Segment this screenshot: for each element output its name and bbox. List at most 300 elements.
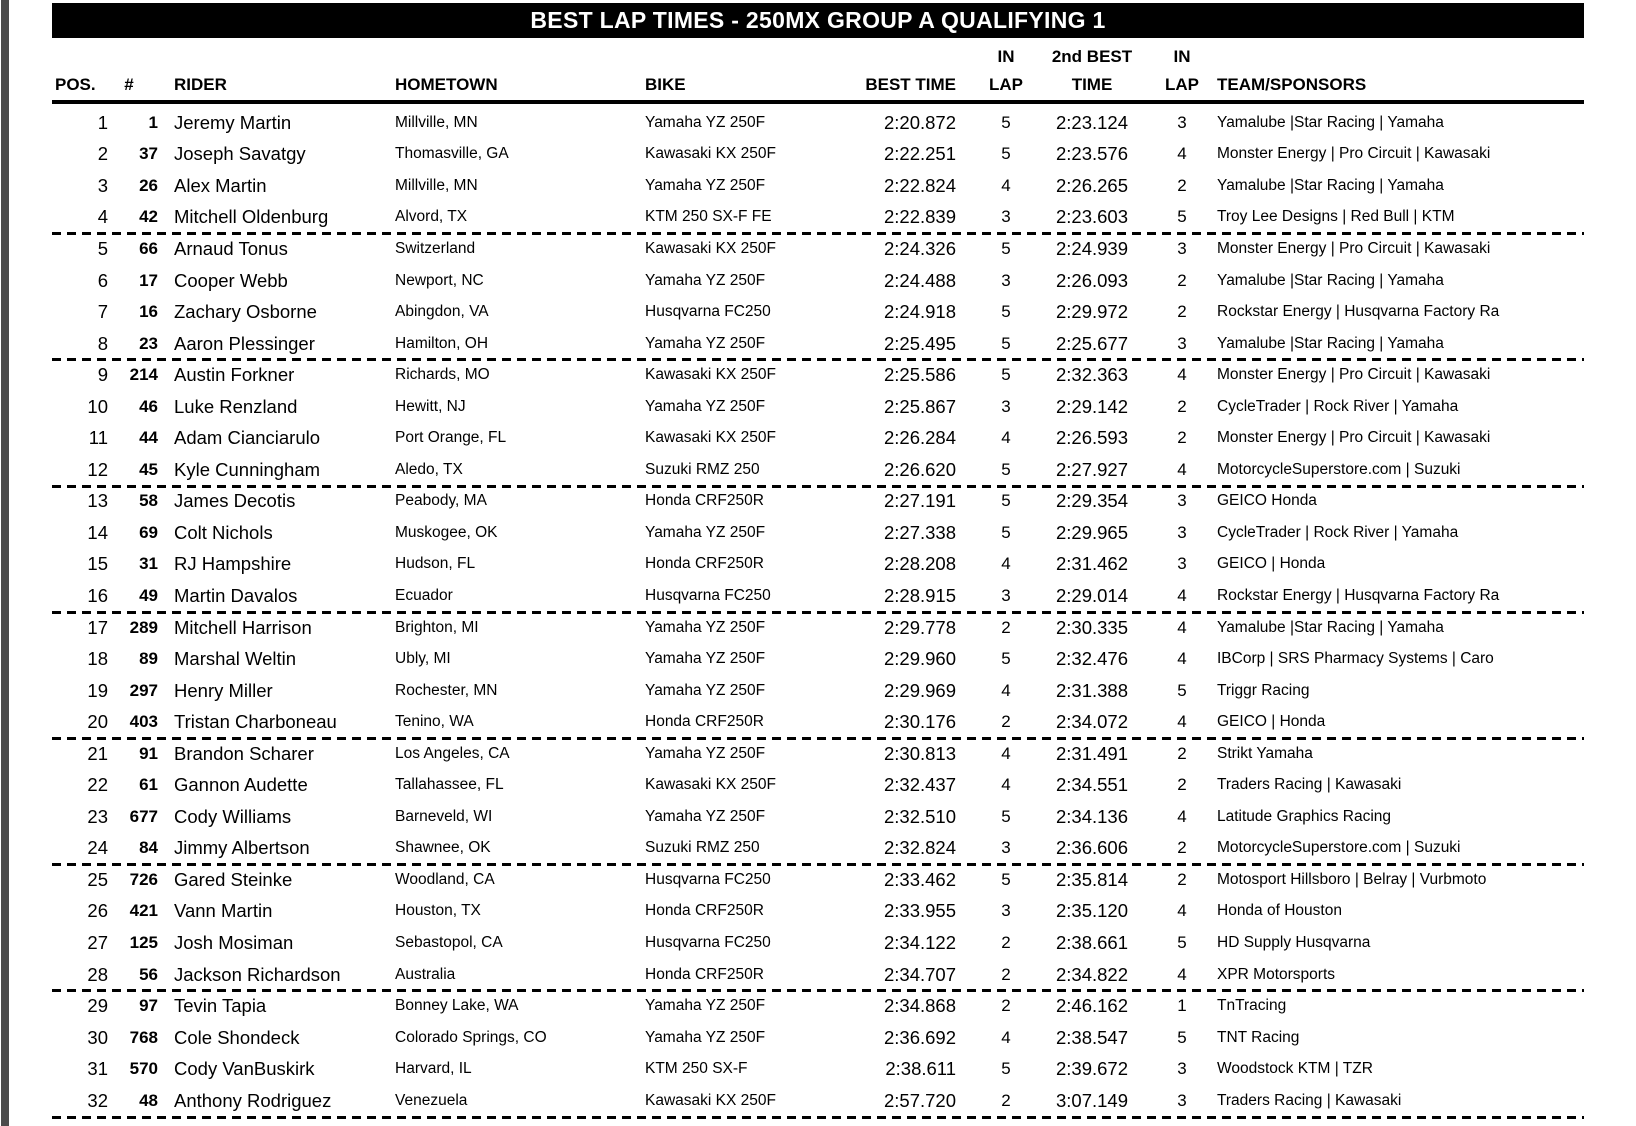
- header-underline: [52, 100, 1584, 104]
- table-row: [52, 959, 1584, 991]
- cell-bike: Kawasaki KX 250F: [645, 145, 776, 163]
- cell-num: 84: [139, 838, 158, 858]
- table-row: [52, 359, 1584, 391]
- cell-pos: 1: [97, 111, 108, 133]
- cell-hometown: Colorado Springs, CO: [395, 1028, 547, 1046]
- table-row: [52, 769, 1584, 801]
- cell-in-lap2: 2: [1177, 775, 1187, 795]
- cell-rider: Alex Martin: [174, 174, 267, 196]
- cell-second-best: 2:29.965: [1055, 521, 1128, 543]
- cell-rider: Mitchell Oldenburg: [174, 206, 329, 228]
- cell-bike: Honda CRF250R: [645, 902, 764, 920]
- cell-in-lap1: 5: [1001, 302, 1011, 322]
- cell-team: Traders Racing | Kawasaki: [1217, 1091, 1402, 1109]
- cell-second-best: 2:26.093: [1055, 269, 1128, 291]
- cell-hometown: Tallahassee, FL: [395, 776, 504, 794]
- cell-bike: Kawasaki KX 250F: [645, 1091, 776, 1109]
- cell-pos: 2: [97, 143, 108, 165]
- sheet-title-bar: [52, 3, 1584, 38]
- cell-team: HD Supply Husqvarna: [1217, 933, 1371, 951]
- cell-in-lap2: 4: [1177, 964, 1187, 984]
- cell-num: 289: [129, 617, 158, 637]
- cell-num: 49: [139, 585, 158, 605]
- cell-second-best: 2:32.476: [1055, 648, 1128, 670]
- cell-num: 26: [139, 175, 158, 195]
- cell-num: 89: [139, 649, 158, 669]
- cell-team: MotorcycleSuperstore.com | Suzuki: [1217, 460, 1461, 478]
- cell-pos: 4: [97, 206, 108, 228]
- cell-bike: Husqvarna FC250: [645, 303, 771, 321]
- cell-num: 768: [129, 1027, 158, 1047]
- table-row: [52, 517, 1584, 549]
- cell-second-best: 2:24.939: [1055, 237, 1128, 259]
- cell-team: GEICO | Honda: [1217, 555, 1326, 573]
- cell-in-lap1: 5: [1001, 238, 1011, 258]
- header-team-sponsors: TEAM/SPONSORS: [1217, 76, 1367, 95]
- cell-rider: Arnaud Tonus: [174, 237, 288, 259]
- cell-best-time: 2:30.176: [883, 711, 956, 733]
- cell-hometown: Australia: [395, 965, 456, 983]
- cell-second-best: 2:31.388: [1055, 679, 1128, 701]
- cell-in-lap2: 5: [1177, 1027, 1187, 1047]
- cell-hometown: Hamilton, OH: [395, 334, 489, 352]
- cell-in-lap2: 4: [1177, 585, 1187, 605]
- cell-bike: Yamaha YZ 250F: [645, 807, 766, 825]
- cell-team: Rockstar Energy | Husqvarna Factory Ra: [1217, 586, 1500, 604]
- cell-bike: Honda CRF250R: [645, 965, 764, 983]
- cell-in-lap1: 5: [1001, 522, 1011, 542]
- cell-in-lap2: 3: [1177, 522, 1187, 542]
- cell-bike: Yamaha YZ 250F: [645, 1028, 766, 1046]
- cell-bike: Husqvarna FC250: [645, 933, 771, 951]
- table-row: [52, 1053, 1584, 1085]
- sheet-title: BEST LAP TIMES - 250MX GROUP A QUALIFYING 1: [530, 7, 1106, 33]
- cell-best-time: 2:28.915: [883, 584, 956, 606]
- cell-best-time: 2:32.510: [883, 805, 956, 827]
- cell-rider: Cole Shondeck: [174, 1026, 300, 1048]
- cell-hometown: Newport, NC: [395, 271, 484, 289]
- cell-pos: 5: [97, 237, 108, 259]
- cell-bike: Suzuki RMZ 250: [645, 460, 760, 478]
- cell-in-lap1: 5: [1001, 491, 1011, 511]
- cell-bike: KTM 250 SX-F FE: [645, 208, 772, 226]
- cell-hometown: Woodland, CA: [395, 870, 495, 888]
- cell-bike: Honda CRF250R: [645, 492, 764, 510]
- table-row: [52, 107, 1584, 139]
- cell-in-lap1: 2: [1001, 712, 1011, 732]
- table-row: [52, 580, 1584, 612]
- cell-in-lap2: 3: [1177, 238, 1187, 258]
- cell-team: MotorcycleSuperstore.com | Suzuki: [1217, 839, 1461, 857]
- table-row: [52, 139, 1584, 171]
- cell-num: 56: [139, 964, 158, 984]
- cell-num: 91: [139, 743, 158, 763]
- cell-num: 570: [129, 1059, 158, 1079]
- cell-in-lap1: 5: [1001, 1059, 1011, 1079]
- cell-best-time: 2:38.611: [885, 1058, 956, 1080]
- cell-rider: Cody VanBuskirk: [174, 1058, 315, 1080]
- cell-best-time: 2:34.707: [883, 963, 956, 985]
- cell-pos: 19: [87, 679, 108, 701]
- cell-rider: Tevin Tapia: [174, 995, 267, 1017]
- cell-second-best: 2:27.927: [1055, 458, 1128, 480]
- cell-hometown: Harvard, IL: [395, 1060, 472, 1078]
- cell-best-time: 2:22.824: [883, 174, 956, 196]
- cell-best-time: 2:33.955: [883, 900, 956, 922]
- cell-num: 66: [139, 238, 158, 258]
- cell-pos: 25: [87, 868, 108, 890]
- cell-rider: Marshal Weltin: [174, 648, 297, 670]
- cell-second-best: 2:46.162: [1055, 995, 1128, 1017]
- cell-in-lap2: 4: [1177, 617, 1187, 637]
- cell-num: 297: [129, 680, 158, 700]
- cell-num: 69: [139, 522, 158, 542]
- cell-best-time: 2:32.824: [883, 837, 956, 859]
- cell-second-best: 2:30.335: [1055, 616, 1128, 638]
- cell-in-lap1: 5: [1001, 869, 1011, 889]
- table-row: [52, 801, 1584, 833]
- cell-in-lap2: 2: [1177, 302, 1187, 322]
- cell-rider: Vann Martin: [174, 900, 273, 922]
- cell-pos: 21: [87, 742, 108, 764]
- table-row: [52, 486, 1584, 518]
- cell-bike: Kawasaki KX 250F: [645, 239, 776, 257]
- cell-pos: 14: [87, 521, 108, 543]
- cell-rider: Colt Nichols: [174, 521, 273, 543]
- cell-bike: Kawasaki KX 250F: [645, 776, 776, 794]
- table-row: [52, 202, 1584, 234]
- window-edge-strip: [1, 0, 9, 1126]
- header-in-lap1-bottom: LAP: [989, 75, 1023, 95]
- cell-team: TnTracing: [1217, 997, 1287, 1015]
- cell-in-lap2: 4: [1177, 365, 1187, 385]
- cell-in-lap1: 4: [1001, 680, 1011, 700]
- cell-best-time: 2:34.868: [883, 995, 956, 1017]
- header-number: #: [124, 75, 134, 95]
- cell-second-best: 3:07.149: [1055, 1089, 1128, 1111]
- cell-pos: 26: [87, 900, 108, 922]
- cell-team: IBCorp | SRS Pharmacy Systems | Caro: [1217, 650, 1494, 668]
- cell-rider: James Decotis: [174, 490, 296, 512]
- cell-rider: Adam Cianciarulo: [174, 427, 321, 449]
- header-in-lap1-top: IN: [997, 47, 1015, 67]
- cell-pos: 16: [87, 584, 108, 606]
- cell-hometown: Hudson, FL: [395, 555, 476, 573]
- cell-pos: 9: [97, 364, 108, 386]
- table-row: [52, 896, 1584, 928]
- cell-rider: Brandon Scharer: [174, 742, 314, 764]
- cell-hometown: Rochester, MN: [395, 681, 498, 699]
- cell-in-lap1: 4: [1001, 428, 1011, 448]
- cell-bike: Yamaha YZ 250F: [645, 681, 766, 699]
- cell-in-lap2: 2: [1177, 175, 1187, 195]
- cell-rider: Kyle Cunningham: [174, 458, 321, 480]
- cell-bike: Suzuki RMZ 250: [645, 839, 760, 857]
- cell-bike: Husqvarna FC250: [645, 586, 771, 604]
- cell-best-time: 2:30.813: [883, 742, 956, 764]
- cell-in-lap2: 4: [1177, 901, 1187, 921]
- cell-in-lap1: 4: [1001, 775, 1011, 795]
- cell-team: GEICO | Honda: [1217, 713, 1326, 731]
- cell-bike: Yamaha YZ 250F: [645, 744, 766, 762]
- table-header-line1: [52, 40, 1584, 67]
- cell-team: Woodstock KTM | TZR: [1217, 1060, 1373, 1078]
- header-in-lap2-bottom: LAP: [1165, 75, 1199, 95]
- cell-in-lap2: 4: [1177, 712, 1187, 732]
- cell-in-lap2: 2: [1177, 428, 1187, 448]
- header-rider: RIDER: [174, 75, 227, 95]
- cell-in-lap2: 2: [1177, 838, 1187, 858]
- cell-num: 31: [139, 554, 158, 574]
- cell-best-time: 2:27.191: [883, 490, 956, 512]
- cell-best-time: 2:57.720: [883, 1089, 956, 1111]
- cell-second-best: 2:29.354: [1055, 490, 1128, 512]
- header-best-time: BEST TIME: [865, 75, 956, 95]
- cell-best-time: 2:36.692: [883, 1026, 956, 1048]
- cell-best-time: 2:25.867: [883, 395, 956, 417]
- cell-hometown: Ecuador: [395, 586, 453, 604]
- cell-rider: Mitchell Harrison: [174, 616, 312, 638]
- table-header: [52, 40, 1584, 95]
- cell-best-time: 2:24.326: [883, 237, 956, 259]
- cell-best-time: 2:20.872: [883, 111, 956, 133]
- cell-best-time: 2:29.969: [883, 679, 956, 701]
- cell-pos: 30: [87, 1026, 108, 1048]
- cell-in-lap1: 4: [1001, 1027, 1011, 1047]
- cell-pos: 6: [97, 269, 108, 291]
- cell-pos: 12: [87, 458, 108, 480]
- header-pos: POS.: [55, 75, 96, 95]
- cell-in-lap1: 2: [1001, 964, 1011, 984]
- cell-second-best: 2:23.603: [1055, 206, 1128, 228]
- cell-rider: Gared Steinke: [174, 868, 293, 890]
- cell-team: XPR Motorsports: [1217, 965, 1336, 983]
- cell-in-lap1: 5: [1001, 144, 1011, 164]
- header-in-lap2-top: IN: [1173, 47, 1191, 67]
- header-hometown: HOMETOWN: [395, 75, 498, 95]
- cell-bike: Yamaha YZ 250F: [645, 397, 766, 415]
- cell-num: 44: [139, 428, 158, 448]
- cell-num: 46: [139, 396, 158, 416]
- cell-pos: 8: [97, 332, 108, 354]
- cell-team: Yamalube |Star Racing | Yamaha: [1217, 334, 1444, 352]
- cell-in-lap1: 2: [1001, 996, 1011, 1016]
- cell-rider: Henry Miller: [174, 679, 273, 701]
- cell-in-lap1: 2: [1001, 617, 1011, 637]
- cell-hometown: Muskogee, OK: [395, 523, 498, 541]
- cell-in-lap2: 3: [1177, 112, 1187, 132]
- cell-in-lap1: 5: [1001, 806, 1011, 826]
- cell-pos: 29: [87, 995, 108, 1017]
- cell-team: CycleTrader | Rock River | Yamaha: [1217, 523, 1459, 541]
- cell-pos: 7: [97, 301, 108, 323]
- cell-rider: Gannon Audette: [174, 774, 308, 796]
- cell-rider: Cooper Webb: [174, 269, 288, 291]
- cell-num: 726: [129, 869, 158, 889]
- cell-in-lap1: 2: [1001, 1090, 1011, 1110]
- cell-second-best: 2:29.972: [1055, 301, 1128, 323]
- cell-best-time: 2:22.251: [883, 143, 956, 165]
- cell-hometown: Hewitt, NJ: [395, 397, 466, 415]
- cell-team: CycleTrader | Rock River | Yamaha: [1217, 397, 1459, 415]
- cell-rider: Josh Mosiman: [174, 931, 294, 953]
- cell-second-best: 2:31.462: [1055, 553, 1128, 575]
- table-row: [52, 296, 1584, 328]
- cell-bike: KTM 250 SX-F: [645, 1060, 748, 1078]
- cell-team: Yamalube |Star Racing | Yamaha: [1217, 271, 1444, 289]
- cell-team: Yamalube |Star Racing | Yamaha: [1217, 113, 1444, 131]
- cell-in-lap1: 3: [1001, 901, 1011, 921]
- cell-num: 61: [139, 775, 158, 795]
- cell-hometown: Venezuela: [395, 1091, 468, 1109]
- cell-pos: 18: [87, 648, 108, 670]
- cell-hometown: Peabody, MA: [395, 492, 487, 510]
- cell-hometown: Bonney Lake, WA: [395, 997, 519, 1015]
- cell-in-lap1: 3: [1001, 270, 1011, 290]
- cell-team: Yamalube |Star Racing | Yamaha: [1217, 618, 1444, 636]
- cell-in-lap1: 5: [1001, 459, 1011, 479]
- cell-second-best: 2:38.661: [1055, 931, 1128, 953]
- table-row: [52, 612, 1584, 644]
- cell-bike: Yamaha YZ 250F: [645, 176, 766, 194]
- cell-best-time: 2:25.586: [883, 364, 956, 386]
- cell-best-time: 2:34.122: [883, 931, 956, 953]
- cell-hometown: Switzerland: [395, 239, 476, 257]
- table-row: [52, 1022, 1584, 1054]
- cell-best-time: 2:33.462: [883, 868, 956, 890]
- cell-num: 37: [139, 144, 158, 164]
- cell-in-lap1: 4: [1001, 554, 1011, 574]
- cell-bike: Yamaha YZ 250F: [645, 523, 766, 541]
- cell-second-best: 2:34.822: [1055, 963, 1128, 985]
- table-header-line2: [52, 67, 1584, 95]
- cell-num: 17: [139, 270, 158, 290]
- cell-rider: Jeremy Martin: [174, 111, 292, 133]
- cell-team: TNT Racing: [1217, 1028, 1300, 1046]
- cell-in-lap1: 3: [1001, 207, 1011, 227]
- cell-best-time: 2:24.918: [883, 301, 956, 323]
- cell-hometown: Tenino, WA: [395, 713, 474, 731]
- cell-num: 403: [129, 712, 158, 732]
- table-row: [52, 1085, 1584, 1117]
- cell-rider: RJ Hampshire: [174, 553, 292, 575]
- table-row: [52, 738, 1584, 770]
- cell-bike: Yamaha YZ 250F: [645, 997, 766, 1015]
- cell-hometown: Brighton, MI: [395, 618, 479, 636]
- cell-team: Triggr Racing: [1217, 681, 1310, 699]
- cell-second-best: 2:23.124: [1055, 111, 1128, 133]
- table-row: [52, 549, 1584, 581]
- cell-bike: Yamaha YZ 250F: [645, 618, 766, 636]
- cell-rider: Jimmy Albertson: [174, 837, 310, 859]
- cell-best-time: 2:25.495: [883, 332, 956, 354]
- cell-team: Motosport Hillsboro | Belray | Vurbmoto: [1217, 870, 1487, 888]
- table-row: [52, 990, 1584, 1022]
- cell-rider: Austin Forkner: [174, 364, 295, 386]
- header-bike: BIKE: [645, 75, 686, 95]
- cell-in-lap2: 4: [1177, 144, 1187, 164]
- cell-second-best: 2:25.677: [1055, 332, 1128, 354]
- cell-second-best: 2:23.576: [1055, 143, 1128, 165]
- cell-num: 214: [129, 365, 158, 385]
- cell-best-time: 2:29.960: [883, 648, 956, 670]
- cell-pos: 11: [88, 427, 108, 449]
- cell-pos: 24: [87, 837, 108, 859]
- cell-hometown: Ubly, MI: [395, 650, 451, 668]
- cell-team: Rockstar Energy | Husqvarna Factory Ra: [1217, 303, 1500, 321]
- table-row: [52, 328, 1584, 360]
- cell-rider: Tristan Charboneau: [174, 711, 337, 733]
- table-row: [52, 706, 1584, 738]
- cell-team: Honda of Houston: [1217, 902, 1342, 920]
- cell-num: 125: [129, 932, 158, 952]
- cell-in-lap2: 4: [1177, 649, 1187, 669]
- cell-second-best: 2:36.606: [1055, 837, 1128, 859]
- cell-pos: 31: [87, 1058, 108, 1080]
- cell-in-lap2: 2: [1177, 743, 1187, 763]
- table-row: [52, 643, 1584, 675]
- cell-in-lap1: 4: [1001, 743, 1011, 763]
- cell-in-lap1: 3: [1001, 396, 1011, 416]
- cell-second-best: 2:35.120: [1055, 900, 1128, 922]
- cell-in-lap2: 5: [1177, 932, 1187, 952]
- cell-rider: Anthony Rodriguez: [174, 1089, 332, 1111]
- cell-hometown: Aledo, TX: [395, 460, 463, 478]
- cell-team: Monster Energy | Pro Circuit | Kawasaki: [1217, 239, 1491, 257]
- cell-in-lap2: 2: [1177, 396, 1187, 416]
- cell-second-best: 2:29.014: [1055, 584, 1128, 606]
- cell-best-time: 2:26.284: [883, 427, 956, 449]
- cell-rider: Jackson Richardson: [174, 963, 341, 985]
- cell-second-best: 2:32.363: [1055, 364, 1128, 386]
- cell-rider: Joseph Savatgy: [174, 143, 306, 165]
- cell-in-lap2: 5: [1177, 207, 1187, 227]
- cell-num: 16: [139, 302, 158, 322]
- cell-rider: Martin Davalos: [174, 584, 298, 606]
- cell-in-lap1: 5: [1001, 112, 1011, 132]
- cell-pos: 13: [87, 490, 108, 512]
- cell-second-best: 2:26.593: [1055, 427, 1128, 449]
- cell-second-best: 2:34.072: [1055, 711, 1128, 733]
- cell-best-time: 2:32.437: [883, 774, 956, 796]
- cell-team: Strikt Yamaha: [1217, 744, 1313, 762]
- cell-pos: 17: [87, 616, 108, 638]
- table-row: [52, 833, 1584, 865]
- cell-num: 97: [139, 996, 158, 1016]
- cell-pos: 15: [87, 553, 108, 575]
- cell-hometown: Alvord, TX: [395, 208, 468, 226]
- header-second-best-bottom: TIME: [1071, 75, 1113, 95]
- cell-num: 23: [139, 333, 158, 353]
- cell-team: Monster Energy | Pro Circuit | Kawasaki: [1217, 366, 1491, 384]
- cell-hometown: Millville, MN: [395, 113, 478, 131]
- cell-second-best: 2:31.491: [1055, 742, 1128, 764]
- cell-bike: Husqvarna FC250: [645, 870, 771, 888]
- cell-second-best: 2:38.547: [1055, 1026, 1128, 1048]
- table-row: [52, 454, 1584, 486]
- cell-in-lap1: 5: [1001, 333, 1011, 353]
- cell-team: Yamalube |Star Racing | Yamaha: [1217, 176, 1444, 194]
- cell-pos: 3: [97, 174, 108, 196]
- cell-in-lap1: 4: [1001, 175, 1011, 195]
- table-row: [52, 391, 1584, 423]
- cell-hometown: Sebastopol, CA: [395, 933, 503, 951]
- table-row: [52, 927, 1584, 959]
- cell-rider: Zachary Osborne: [174, 301, 317, 323]
- cell-pos: 23: [87, 805, 108, 827]
- table-row: [52, 265, 1584, 297]
- cell-in-lap2: 3: [1177, 554, 1187, 574]
